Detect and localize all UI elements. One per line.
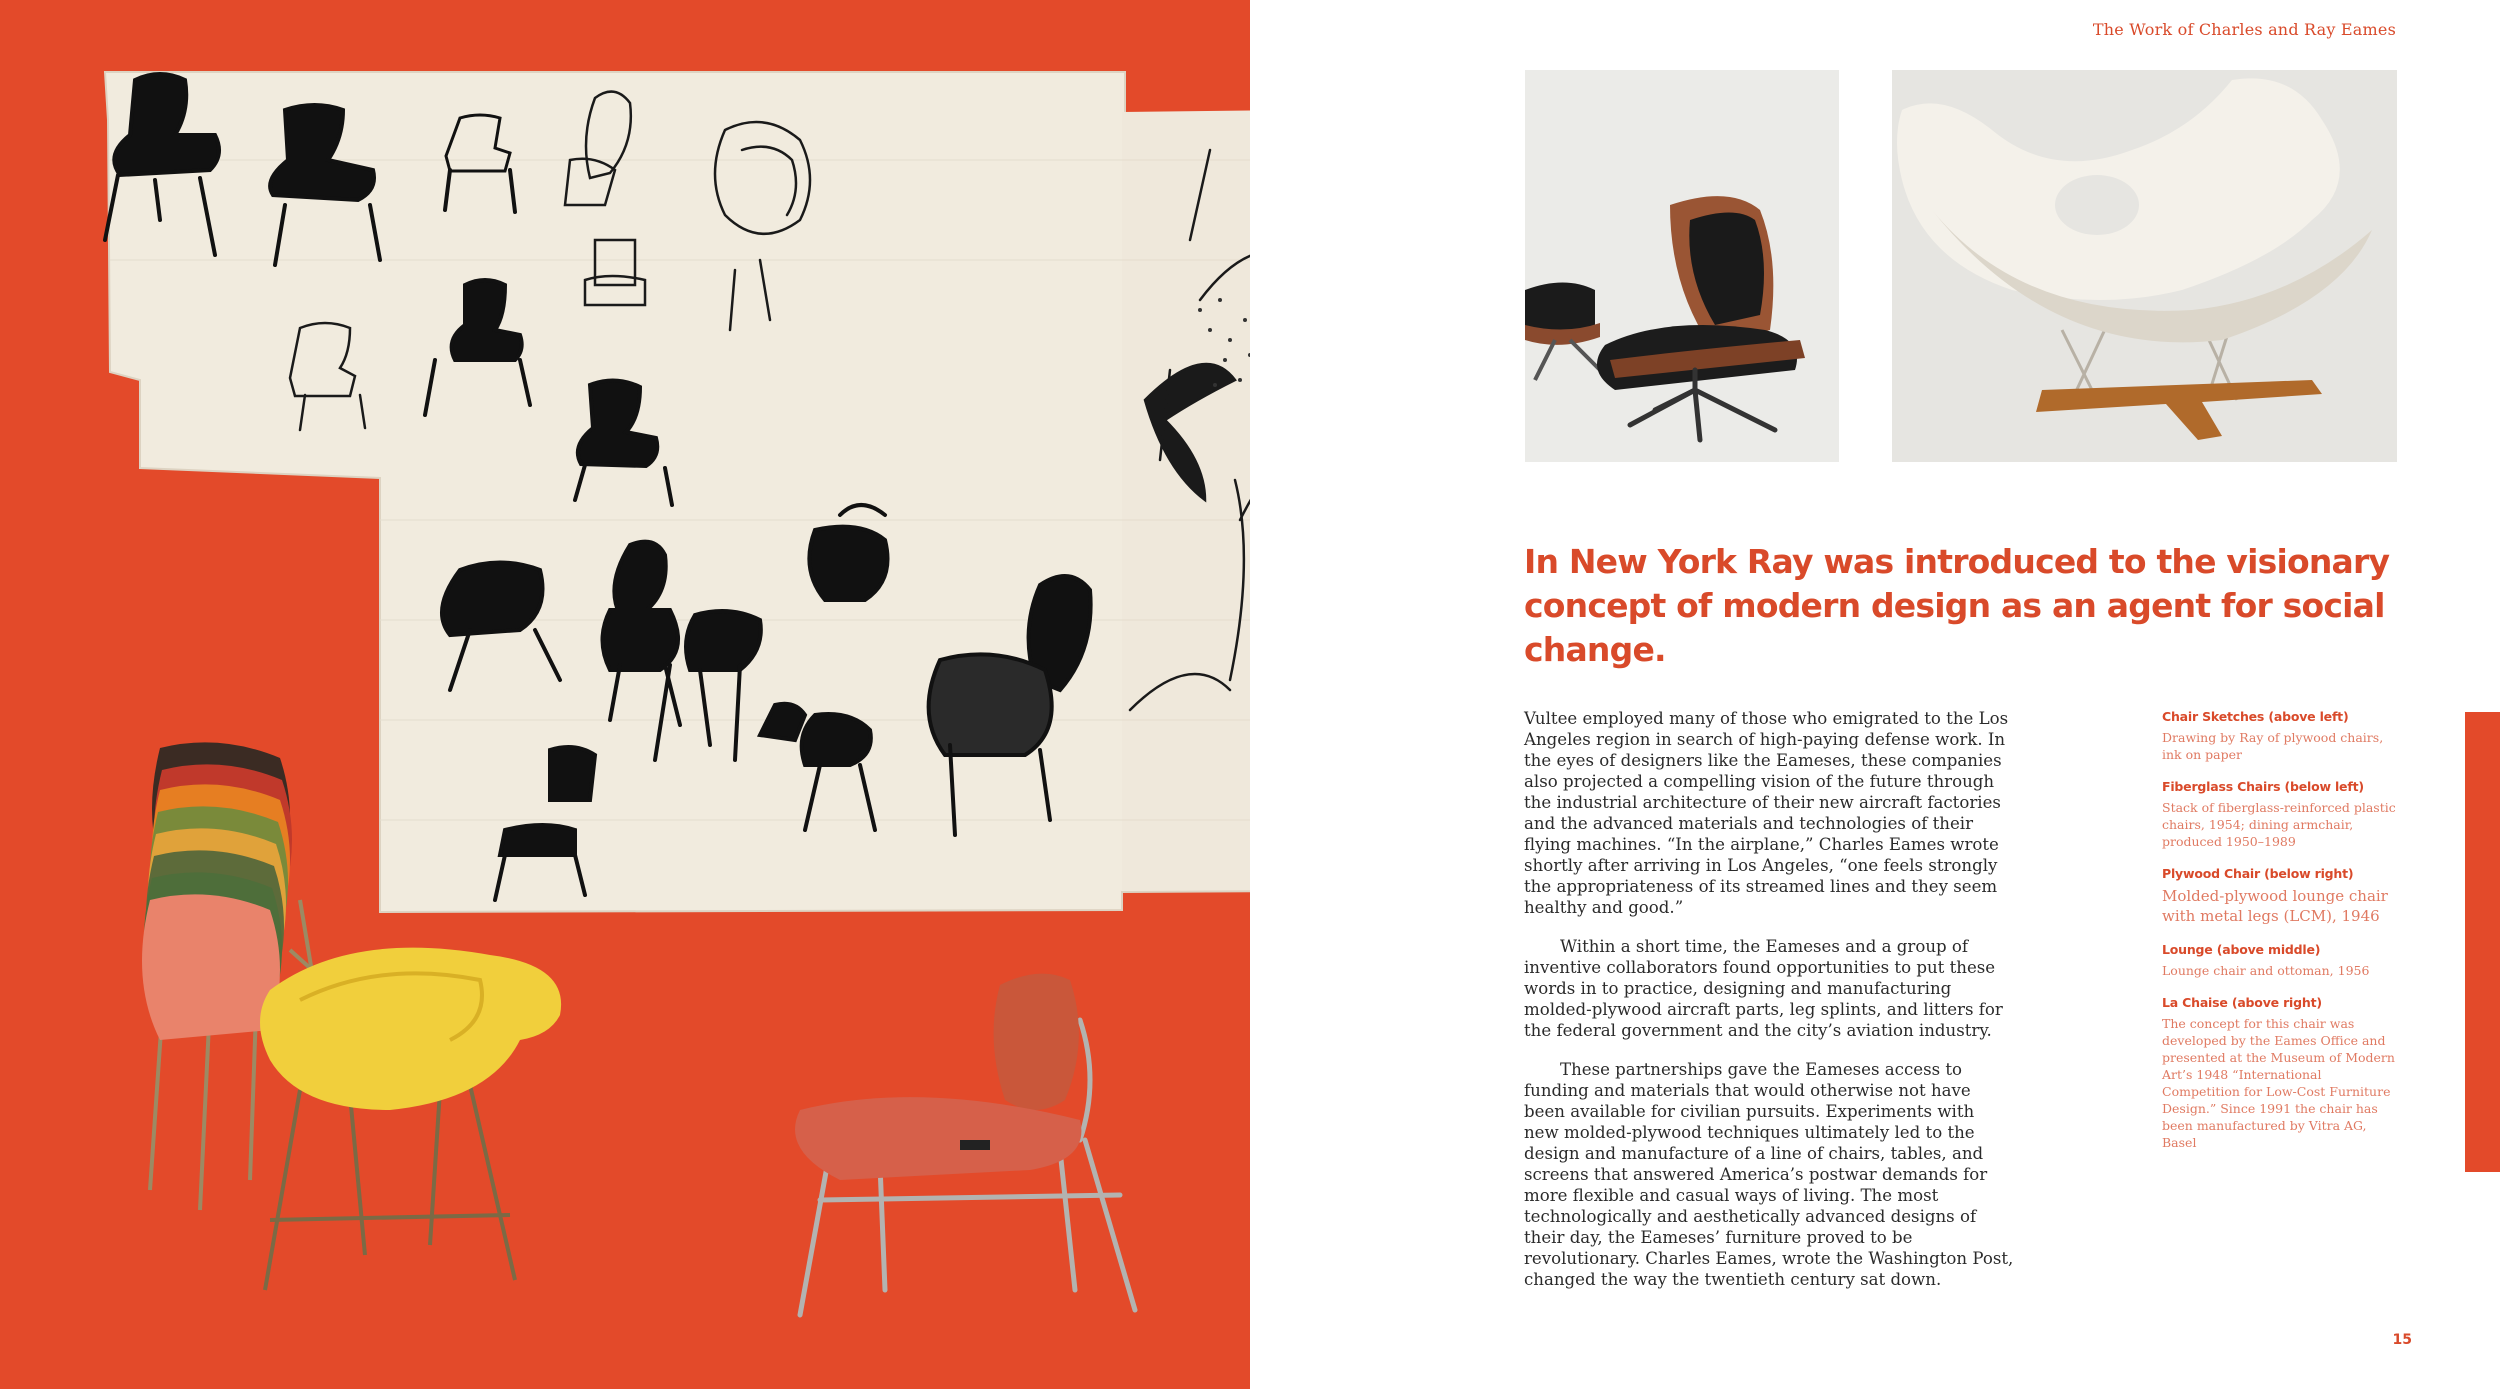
caption-title-chair-sketches: Chair Sketches (above left) [2162, 709, 2349, 724]
lounge-chair-and-ottoman-photo [1525, 70, 1839, 462]
sketch-paper-sheet-right [1122, 108, 1250, 890]
headline: In New York Ray was introduced to the visionary concept of modern design as an agent for social change. [1524, 542, 2390, 669]
caption-desc-fiberglass-chairs: Stack of fiberglass-reinforced plastic chairs, 1954; dining armchair, produced 1950–1989 [2162, 800, 2396, 849]
caption-desc-chair-sketches: Drawing by Ray of plywood chairs, ink on paper [2162, 730, 2384, 762]
page-number: 15 [2392, 1332, 2412, 1348]
caption-desc-plywood-chair: Molded-plywood lounge chair with metal legs (LCM), 1946 [2162, 887, 2388, 925]
side-tab-marker [2465, 712, 2500, 1172]
captions-column [2162, 709, 2402, 1167]
body-paragraph-2: Within a short time, the Eameses and a group of inventive collaborators found opportunities to put these words in to practice, designing and manufacturing molded-plywood aircraft parts, leg splints, and litters for the federal government and the city’s aviation industry. [1524, 937, 2003, 1040]
la-chaise-photo [1892, 70, 2397, 462]
caption-desc-la-chaise: The concept for this chair was developed by the Eames Office and presented at the Museum of Modern Art’s 1948 “International Competition for Low-Cost Furniture Design.” Since 1991 the chair has been manufactured by Vitra AG, Basel [2162, 1016, 2395, 1150]
running-header: The Work of Charles and Ray Eames [2092, 20, 2396, 39]
caption-desc-lounge: Lounge chair and ottoman, 1956 [2162, 963, 2370, 978]
ottoman-cushion [1525, 283, 1595, 333]
caption-title-plywood-chair: Plywood Chair (below right) [2162, 866, 2354, 881]
body-text [1524, 708, 2014, 1308]
body-paragraph-3: These partnerships gave the Eameses access to funding and materials that would otherwise not have been available for civilian pursuits. Experiments with new molded-plywood techniques ultimately led to the design and manufacture of a line of chairs, tables, and screens that answered America’s postwar demands for more flexible and casual ways of living. The most technologically and aesthetically advanced designs of their day, the Eameses’ furniture proved to be revolutionary. Charles Eames, wrote the Washington Post, changed the way the twentieth century sat down. [1524, 1060, 2014, 1289]
caption-title-fiberglass-chairs: Fiberglass Chairs (below left) [2162, 779, 2364, 794]
caption-title-lounge: Lounge (above middle) [2162, 942, 2321, 957]
body-paragraph-1: Vultee employed many of those who emigrated to the Los Angeles region in search of high-paying defense work. In the eyes of designers like the Eameses, these companies also projected a compelling vision of the future through the industrial architecture of their new aircraft factories and the advanced materials and technologies of their flying machines. “In the airplane,” Charles Eames wrote shortly after arriving in Los Angeles, “one feels strongly the appropriateness of its streamed lines and they seem healthy and good.” [1524, 709, 2009, 917]
plywood-lounge-chair-lcm [795, 974, 1135, 1315]
caption-title-la-chaise: La Chaise (above right) [2162, 995, 2322, 1010]
la-chaise-hole [2055, 175, 2139, 235]
